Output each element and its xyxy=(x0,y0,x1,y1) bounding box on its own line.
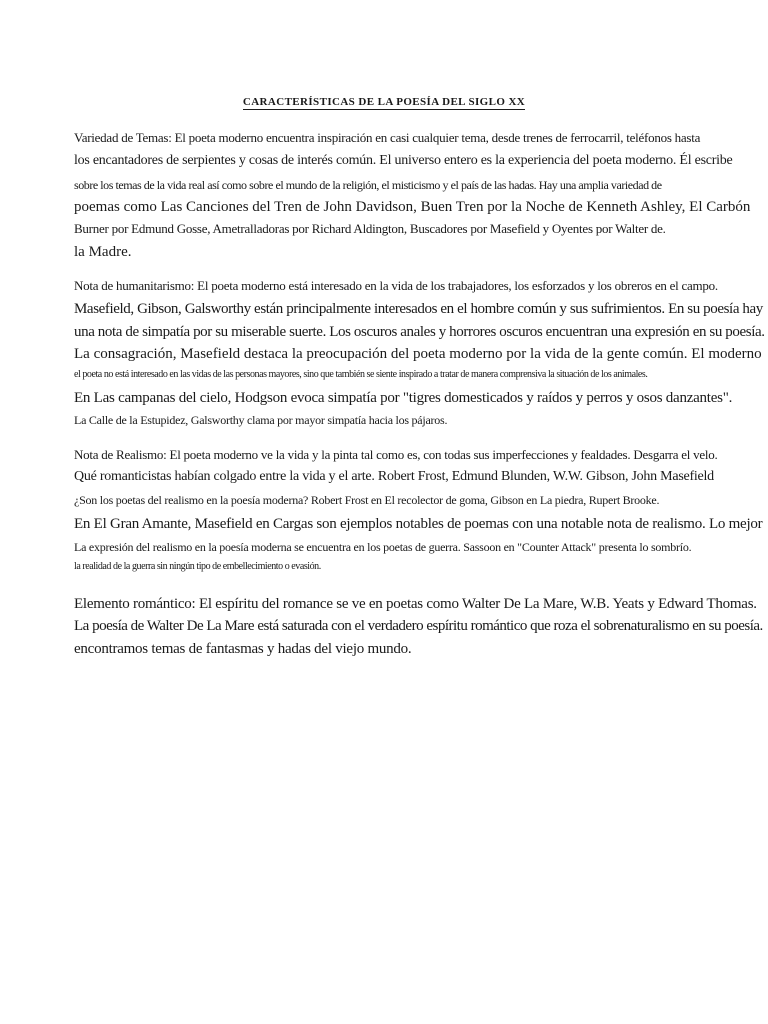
paragraph-line: La poesía de Walter De La Mare está saturada con el verdadero espíritu romántico que roza el sobrenaturalismo en su poesía. xyxy=(74,618,763,634)
paragraph-line: los encantadores de serpientes y cosas de interés común. El universo entero es la experiencia del poeta moderno. Él escribe xyxy=(74,153,733,168)
paragraph-line: Qué romanticistas habían colgado entre la vida y el arte. Robert Frost, Edmund Blunden, W.W. Gibson, John Masefield xyxy=(74,469,714,484)
paragraph-line: La Calle de la Estupidez, Galsworthy clama por mayor simpatía hacia los pájaros. xyxy=(74,413,448,427)
paragraph-line: La expresión del realismo en la poesía moderna se encuentra en los poetas de guerra. Sassoon en "Counter Attack" presenta lo sombrío. xyxy=(74,540,692,554)
document-title xyxy=(0,96,768,108)
paragraph-line: La consagración, Masefield destaca la preocupación del poeta moderno por la vida de la gente común. El moderno xyxy=(74,346,762,362)
paragraph-line: la realidad de la guerra sin ningún tipo de embellecimiento o evasión. xyxy=(74,561,321,572)
paragraph-line: una nota de simpatía por su miserable suerte. Los oscuros anales y horrores oscuros encuentran una expresión en su poesía. xyxy=(74,324,765,340)
paragraph-line: Elemento romántico: El espíritu del romance se ve en poetas como Walter De La Mare, W.B. Yeats y Edward Thomas. xyxy=(74,596,757,612)
paragraph-line: Variedad de Temas: El poeta moderno encuentra inspiración en casi cualquier tema, desde trenes de ferrocarril, teléfonos hasta xyxy=(74,130,701,145)
paragraph-line: Masefield, Gibson, Galsworthy están principalmente interesados en el hombre común y sus sufrimientos. En su poesía hay xyxy=(74,301,763,317)
paragraph-line: el poeta no está interesado en las vidas de las personas mayores, sino que también se siente inspirado a tratar de manera comprensiva la situación de los animales. xyxy=(74,369,648,380)
paragraph-line: En Las campanas del cielo, Hodgson evoca simpatía por "tigres domesticados y raídos y perros y osos danzantes". xyxy=(74,390,733,406)
paragraph-line: poemas como Las Canciones del Tren de John Davidson, Buen Tren por la Noche de Kenneth Ashley, El Carbón xyxy=(74,199,751,215)
paragraph-line: En El Gran Amante, Masefield en Cargas son ejemplos notables de poemas con una notable nota de realismo. Lo mejor xyxy=(74,516,763,532)
paragraph-line: ¿Son los poetas del realismo en la poesía moderna? Robert Frost en El recolector de goma, Gibson en La piedra, Rupert Brooke. xyxy=(74,493,660,507)
document-title-text: CARACTERÍSTICAS DE LA POESÍA DEL SIGLO XX xyxy=(242,96,526,108)
paragraph-line: Burner por Edmund Gosse, Ametralladoras por Richard Aldington, Buscadores por Masefield y Oyentes por Walter de. xyxy=(74,221,666,236)
paragraph-line: Nota de Realismo: El poeta moderno ve la vida y la pinta tal como es, con todas sus imperfecciones y fealdades. Desgarra el velo. xyxy=(74,447,718,462)
paragraph-line: la Madre. xyxy=(74,244,132,260)
paragraph-line: sobre los temas de la vida real así como sobre el mundo de la religión, el misticismo y el país de las hadas. Hay una amplia variedad de xyxy=(74,178,662,192)
paragraph-line: encontramos temas de fantasmas y hadas del viejo mundo. xyxy=(74,641,412,657)
paragraph-line: Nota de humanitarismo: El poeta moderno está interesado en la vida de los trabajadores, los esforzados y los obreros en el campo. xyxy=(74,278,718,293)
